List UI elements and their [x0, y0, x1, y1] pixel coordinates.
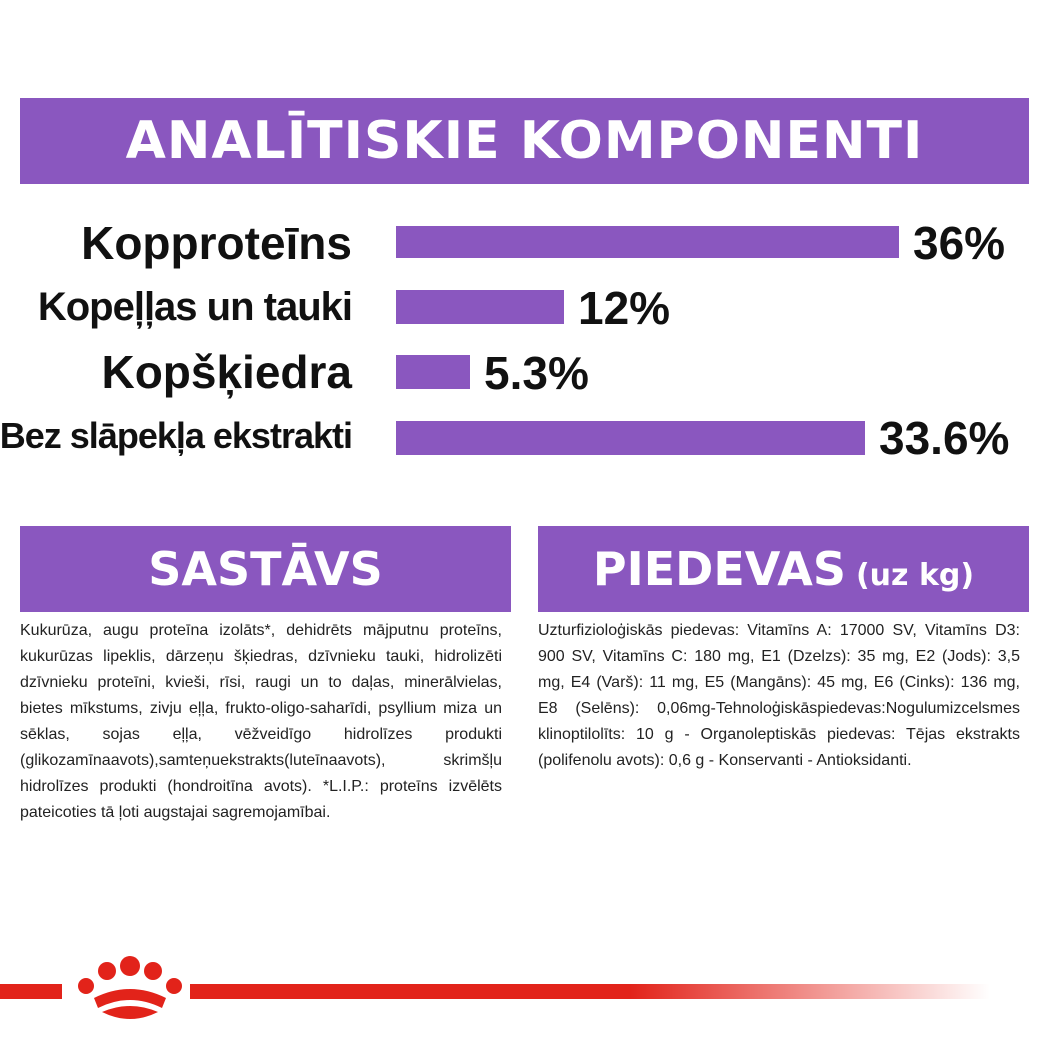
composition-heading [20, 526, 511, 612]
royal-canin-crown-icon [72, 956, 188, 1028]
chart-value-label: 5.3% [484, 347, 589, 399]
composition-heading-text: SASTĀVS [148, 542, 383, 596]
chart-bar [396, 355, 470, 389]
additives-unit: (uz kg) [855, 557, 975, 593]
chart-category-label: Kopšķiedra [101, 346, 352, 398]
additives-heading [538, 526, 1029, 612]
page-title: ANALĪTISKIE KOMPONENTI [20, 98, 1029, 184]
chart-category-label: Kopproteīns [81, 217, 352, 269]
chart-category-label: Bez slāpekļa ekstrakti [0, 415, 352, 456]
chart-value-label: 36% [913, 217, 1006, 269]
chart-value-label: 33.6% [879, 412, 1010, 464]
additives-text: Uzturfizioloģiskās piedevas: Vitamīns A: 17000 SV, Vitamīns D3: 900 SV, Vitamīns C: 180 mg, E1 (Dzelzs): 35 mg, E2 (Jods): 3,5 mg, E4 (Varš): 11 mg, E5 (Mangāns): 45 mg, E6 (Cinks): 136 mg, E8 (Selēns): 0,06mg-Tehnoloģiskāspiedevas:Nogulumizcelsmes klinoptilolīts: 10 g - Organoleptiskās piedevas: Tējas ekstrakts (polifenolu avots): 0,6 g - Konservanti - Antioksidanti. [538, 622, 1020, 769]
composition-text: Kukurūza, augu proteīna izolāts*, dehidrēts mājputnu proteīns, kukurūzas lipeklis, dārzeņu šķiedras, dzīvnieku tauki, hidrolizēti dzīvnieku proteīni, kvieši, rīsi, raugi un to daļas, minerālvielas, bietes mīkstums, zivju eļļa, frukto-oligo-saharīdi, psyllium miza un sēklas, sojas eļļa, vēžveidīgo hidrolīzes produkti (glikozamīnaavots),samteņuekstrakts(luteīnaavots), skrimšļu hidrolīzes produkti (hondroitīna avots). *L.I.P.: proteīns izvēlēts pateicoties tā ļoti augstajai sagremojamībai. [20, 622, 502, 821]
additives-heading-text: PIEDEVAS [592, 542, 846, 596]
chart-bar [396, 226, 899, 258]
chart-bar [396, 290, 564, 324]
chart-category-label: Kopeļļas un tauki [37, 285, 352, 329]
chart-value-label: 12% [578, 282, 671, 334]
footer-line [190, 984, 990, 999]
footer-line [0, 984, 62, 999]
chart-bar [396, 421, 865, 455]
